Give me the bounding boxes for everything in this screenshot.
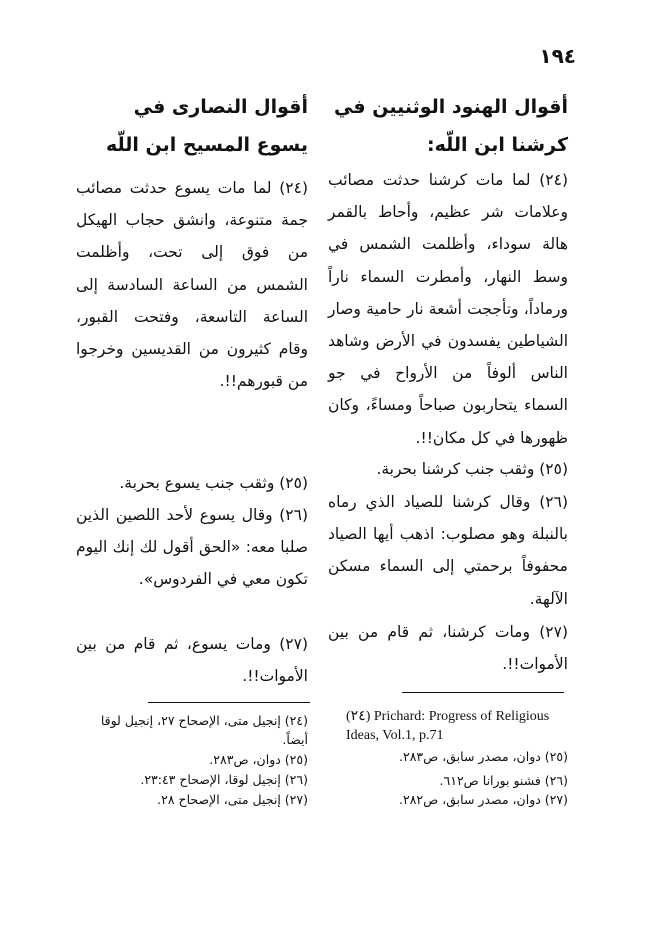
right-paragraph-27: (٢٧) ومات كرشنا، ثم قام من بين الأموات!!. [328, 623, 568, 674]
right-footnote-divider [402, 692, 564, 693]
right-footnote-25: (٢٥) دوان، مصدر سابق، ص٢٨٣. [399, 749, 568, 764]
right-footnote-26: (٢٦) فشنو بورانا ص٦١٢. [439, 773, 568, 788]
left-footnote-26: (٢٦) إنجيل لوقا، الإصحاح ٢٣:٤٣. [140, 772, 308, 787]
left-paragraph-25: (٢٥) وثقب جنب يسوع بحربة. [119, 474, 308, 492]
right-paragraph-24: (٢٤) لما مات كرشنا حدثت مصائب وعلامات شر عظيم، وأحاط بالقمر هالة سوداء، وأظلمت الشمس في وسط النهار، وأمطرت السماء ناراً ورماداً، وتأججت أشعة نار حامية وصار الشياطين يفسدون في الأرض وشاهد الناس ألوفاً من الأرواح في جو السماء يتحاربون صباحاً ومساءً، وكان ظهورها في كل مكان!!. [328, 171, 568, 447]
right-footnote-24: (٢٤) Prichard: Progress of Religious Ideas, Vol.1, p.71 [346, 709, 550, 743]
left-column-heading: أقوال النصارى في يسوع المسيح ابن اللّه [105, 96, 308, 156]
left-paragraph-24: (٢٤) لما مات يسوع حدثت مصائب جمة متنوعة، وانشق حجاب الهيكل من فوق إلى تحت، وأظلمت الشمس من الساعة السادسة إلى الساعة التاسعة، وفتحت القبور، وقام كثيرون من القديسين وخرجوا من قبورهم!!. [76, 179, 308, 391]
left-footnote-divider [148, 702, 310, 703]
right-footnote-27: (٢٧) دوان، مصدر سابق، ص٢٨٢. [399, 792, 568, 807]
page-number: ١٩٤ [539, 44, 576, 68]
right-paragraph-25: (٢٥) وثقب جنب كرشنا بحربة. [376, 460, 568, 478]
right-paragraph-26: (٢٦) وقال كرشنا للصياد الذي رماه بالنبلة وهو مصلوب: اذهب أيها الصياد محفوفاً برحمتي إلى السماء مسكن الآلهة. [328, 493, 568, 608]
left-footnote-27: (٢٧) إنجيل متى، الإصحاح ٢٨. [157, 792, 308, 807]
right-column-heading: أقوال الهنود الوثنيين في كرشنا ابن اللّه: [333, 96, 568, 156]
left-paragraph-27: (٢٧) ومات يسوع، ثم قام من بين الأموات!!. [76, 635, 308, 686]
left-footnote-24: (٢٤) إنجيل متى، الإصحاح ٢٧، إنجيل لوقا أيضاً. [100, 713, 308, 747]
left-footnote-25: (٢٥) دوان، ص٢٨٣. [209, 752, 308, 767]
left-paragraph-26: (٢٦) وقال يسوع لأحد اللصين الذين صلبا معه: «الحق أقول لك إنك اليوم تكون معي في الفردوس». [76, 506, 308, 589]
